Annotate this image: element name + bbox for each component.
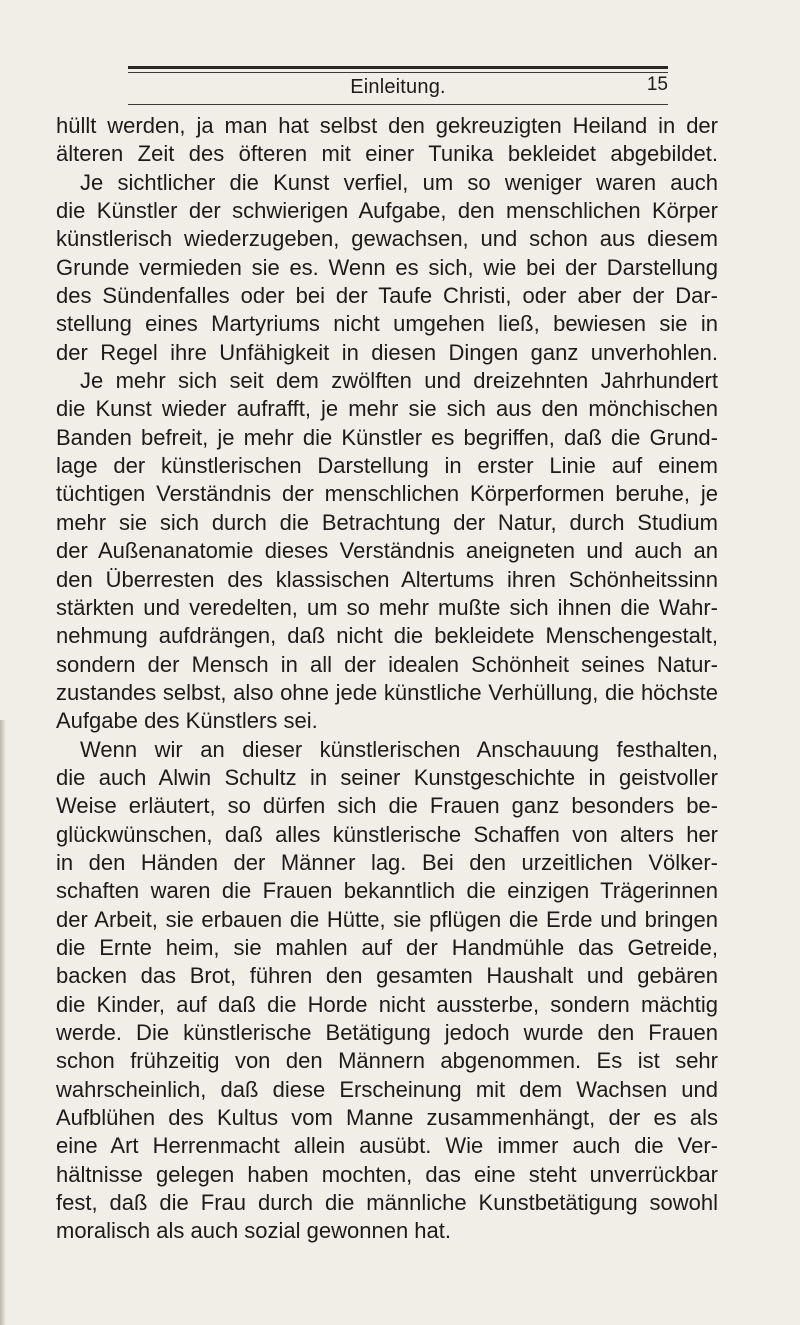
text-line: die Kunst wieder aufrafft, je mehr sie sich aus den mönchischen [56,396,718,422]
header-rule-bottom [128,104,668,105]
text-line: in den Händen der Männer lag. Bei den urzeitlichen Völker- [56,849,718,875]
text-line: Grunde vermieden sie es. Wenn es sich, wie bei der Darstellung [56,254,718,280]
text-line: glückwünschen, daß alles künstlerische Schaffen von alters her [56,821,718,847]
text-line: werde. Die künstlerische Betätigung jedoch wurde den Frauen [56,1020,718,1045]
page-spine-shadow [0,720,6,1325]
text-line: Aufgabe des Künstlers sei. [56,708,318,734]
text-line: die Ernte heim, sie mahlen auf der Handmühle das Getreide, [56,934,718,960]
text-line: des Sündenfalles oder bei der Taufe Christi, oder aber der Dar- [56,283,718,309]
text-line: Je sichtlicher die Kunst verfiel, um so weniger waren auch [80,169,718,195]
text-line: schon frühzeitig von den Männern abgenommen. Es ist sehr [56,1048,718,1074]
text-line: Weise erläutert, so dürfen sich die Frauen ganz besonders be- [56,793,718,819]
text-line: tüchtigen Verständnis der menschlichen Körperformen beruhe, je [56,481,718,507]
text-line: stärkten und veredelten, um so mehr mußte sich ihnen die Wahr- [56,594,718,620]
text-line: hüllt werden, ja man hat selbst den gekreuzigten Heiland in der [56,113,718,138]
text-line: stellung eines Martyriums nicht umgehen ließ, bewiesen sie in [56,311,718,337]
text-line: die Künstler der schwierigen Aufgabe, den menschlichen Körper [56,198,718,224]
text-line: Banden befreit, je mehr die Künstler es begriffen, daß die Grund- [56,424,718,450]
text-line: Wenn wir an dieser künstlerischen Anschauung festhalten, [80,736,718,762]
text-line: nehmung aufdrängen, daß nicht die bekleidete Menschengestalt, [56,623,718,649]
text-line: älteren Zeit des öfteren mit einer Tunika bekleidet abgebildet. [56,141,718,167]
text-line: der Regel ihre Unfähigkeit in diesen Dingen ganz unverhohlen. [56,339,718,365]
text-line: der Arbeit, sie erbauen die Hütte, sie pflügen die Erde und bringen [56,906,718,932]
running-head: Einleitung. [350,76,446,98]
text-line: Je mehr sich seit dem zwölften und dreizehnten Jahrhundert [80,368,718,394]
text-line: schaften waren die Frauen bekanntlich die einzigen Trägerinnen [56,878,718,904]
text-line: den Überresten des klassischen Altertums ihren Schönheitssinn [56,566,718,592]
text-line: künstlerisch wiederzugeben, gewachsen, und schon aus diesem [56,226,718,252]
text-line: backen das Brot, führen den gesamten Haushalt und gebären [56,963,718,989]
text-line: der Außenanatomie dieses Verständnis aneigneten und auch an [56,538,718,564]
header-rule-thick [128,66,668,69]
body-text [56,112,718,1246]
text-line: sondern der Mensch in all der idealen Schönheit seines Natur- [56,651,718,677]
text-line: die auch Alwin Schultz in seiner Kunstgeschichte in geistvoller [56,764,718,790]
text-line: fest, daß die Frau durch die männliche Kunstbetätigung sowohl [56,1190,718,1216]
page-header [128,76,668,102]
text-line: wahrscheinlich, daß diese Erscheinung mit dem Wachsen und [56,1076,718,1102]
text-line: zustandes selbst, also ohne jede künstliche Verhüllung, die höchste [56,679,718,705]
text-line: moralisch als auch sozial gewonnen hat. [56,1218,452,1244]
text-line: Aufblühen des Kultus vom Manne zusammenhängt, der es als [56,1105,718,1131]
text-line: lage der künstlerischen Darstellung in erster Linie auf einem [56,453,718,479]
page-number: 15 [646,74,668,95]
text-line: mehr sie sich durch die Betrachtung der Natur, durch Studium [56,509,718,535]
text-line: hältnisse gelegen haben mochten, das eine steht unverrückbar [56,1161,718,1187]
text-line: eine Art Herrenmacht allein ausübt. Wie immer auch die Ver- [56,1133,718,1159]
header-rule-thin [128,72,668,73]
text-line: die Kinder, auf daß die Horde nicht aussterbe, sondern mächtig [56,991,718,1017]
